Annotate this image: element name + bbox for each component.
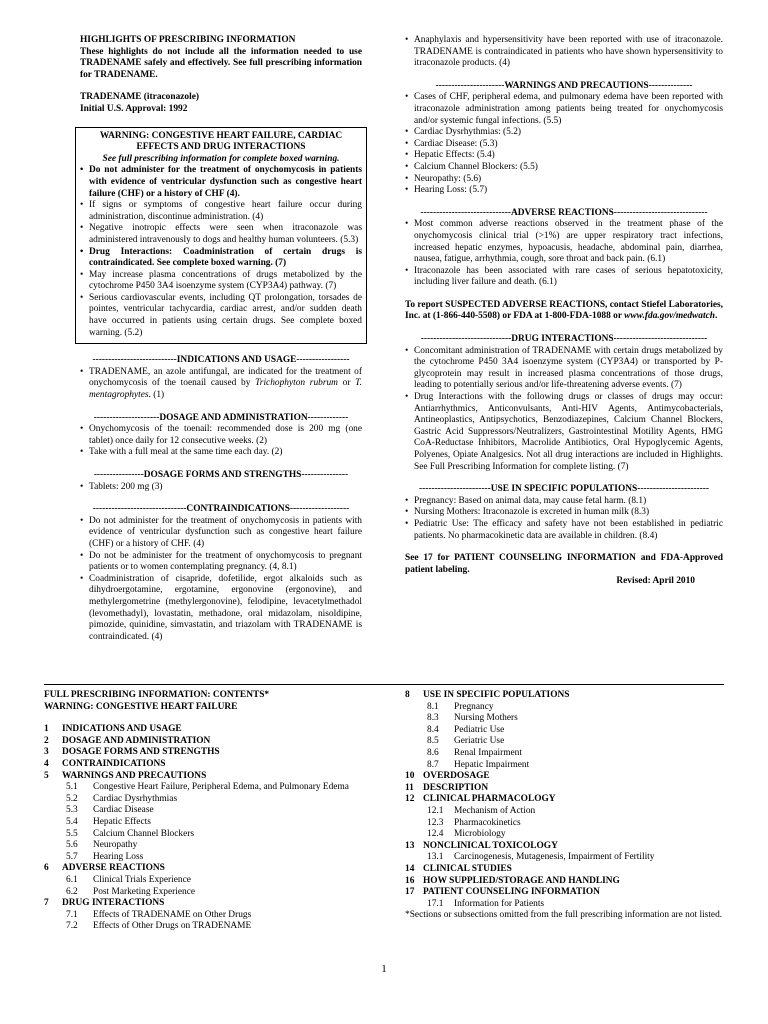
toc-section[interactable] (405, 794, 723, 806)
toc-subsection-title: Effects of Other Drugs on TRADENAME (93, 921, 252, 932)
adverse-report (405, 300, 723, 323)
toc-subsection[interactable] (405, 852, 723, 864)
boxed-warning-item: • Negative inotropic effects were seen when itraconazole was administered intravenously to dogs and healthy human volunteers. (5.3) (80, 223, 362, 246)
boxed-warning-item: • If signs or symptoms of congestive heart failure occur during administration, discontinue administration. (4) (80, 200, 362, 223)
populations-item: • Nursing Mothers: Itraconazole is excreted in human milk (8.3) (405, 507, 723, 519)
toc-section-number: 5 (44, 770, 49, 781)
adverse-report-text: To report SUSPECTED ADVERSE REACTIONS, contact Stiefel Laboratories, Inc. at (1-866-440-5508) or FDA at 1-800-FDA-1088 or (405, 299, 723, 322)
toc-subsection-title: Post Marketing Experience (93, 886, 196, 897)
toc-subsection-title: Renal Impairment (454, 747, 522, 758)
toc-subsection-title: Carcinogenesis, Mutagenesis, Impairment of Fertility (454, 852, 655, 863)
toc-section-title: INDICATIONS AND USAGE (62, 724, 182, 735)
contents-list-right (405, 690, 723, 910)
warnings-item: • Cardiac Disease: (5.3) (405, 139, 723, 151)
toc-subsection-number: 8.4 (427, 724, 439, 735)
boxed-warning-list (80, 165, 362, 339)
interactions-header: -----------------------------DRUG INTERACTIONS------------------------------ (420, 334, 708, 345)
toc-subsection[interactable] (44, 782, 384, 794)
dosage-forms-header: ----------------DOSAGE FORMS AND STRENGTHS--------------- (93, 470, 349, 480)
toc-section-title: HOW SUPPLIED/STORAGE AND HANDLING (423, 875, 620, 886)
contraindications-list-cont (405, 35, 723, 70)
boxed-warning (75, 127, 367, 345)
toc-subsection-title: Hearing Loss (93, 851, 144, 862)
indications-text-after: . (1) (148, 390, 165, 401)
boxed-warning-subtitle: See full prescribing information for complete boxed warning. (102, 153, 340, 164)
interactions-item: • Concomitant administration of TRADENAME with certain drugs metabolized by the cytochrome P450 3A4 isoenzyme system (CYP3A4) or transported by P-glycoprotein may result in increased plasma concentrations of those drugs, leading to potentially serious and/or life-threatening adverse events. (7) (405, 346, 723, 392)
toc-subsection[interactable] (405, 748, 723, 760)
toc-section-number: 10 (405, 771, 415, 782)
toc-section-title: DOSAGE FORMS AND STRENGTHS (62, 747, 220, 758)
toc-subsection-title: Cardiac Disease (93, 805, 154, 816)
toc-subsection-number: 5.2 (66, 793, 78, 804)
toc-section-title: DESCRIPTION (423, 782, 489, 793)
toc-subsection[interactable] (405, 760, 723, 772)
toc-section-number: 17 (405, 887, 415, 898)
toc-subsection-number: 5.4 (66, 816, 78, 827)
warnings-item: • Cases of CHF, peripheral edema, and pulmonary edema have been reported with itraconazole administration among patients being treated for onychomycosis and/or systemic fungal infections. (5.5) (405, 92, 723, 127)
toc-section-title: USE IN SPECIFIC POPULATIONS (423, 690, 570, 700)
toc-section-title: PATIENT COUNSELING INFORMATION (423, 887, 600, 898)
toc-subsection-number: 8.6 (427, 747, 439, 758)
toc-subsection-title: Mechanism of Action (454, 805, 536, 816)
toc-subsection[interactable] (44, 887, 384, 899)
highlights-left-column (80, 35, 362, 643)
toc-section-number: 14 (405, 863, 415, 874)
toc-section[interactable] (405, 783, 723, 795)
dosage-admin-list (80, 424, 362, 459)
boxed-warning-title: WARNING: CONGESTIVE HEART FAILURE, CARDIAC EFFECTS AND DRUG INTERACTIONS (99, 130, 343, 153)
toc-section[interactable] (405, 887, 723, 899)
toc-subsection-title: Congestive Heart Failure, Peripheral Edema, and Pulmonary Edema (93, 782, 349, 793)
organism-2: T. mentagrophytes (89, 378, 362, 401)
toc-section[interactable] (44, 747, 384, 759)
toc-section-number: 8 (405, 690, 410, 700)
toc-subsection-number: 13.1 (427, 852, 444, 863)
toc-subsection-title: Cardiac Dysrhythmias (93, 793, 178, 804)
toc-subsection-title: Neuropathy (93, 840, 138, 851)
warnings-item: • Cardiac Dysrhythmias: (5.2) (405, 127, 723, 139)
toc-section-number: 3 (44, 747, 49, 758)
toc-subsection[interactable] (405, 702, 723, 714)
contraindications-list (80, 516, 362, 644)
dosage-forms-item: • Tablets: 200 mg (3) (80, 482, 362, 494)
toc-subsection-number: 8.1 (427, 701, 439, 712)
populations-list (405, 496, 723, 542)
toc-subsection[interactable] (405, 806, 723, 818)
populations-item: • Pregnancy: Based on animal data, may cause fetal harm. (8.1) (405, 496, 723, 508)
toc-section-title: DOSAGE AND ADMINISTRATION (62, 735, 211, 746)
toc-section-number: 16 (405, 875, 415, 886)
contents-list-left (44, 724, 384, 933)
boxed-warning-item: • Serious cardiovascular events, including QT prolongation, torsades de pointes, ventricular tachycardia, cardiac arrest, and/or sudden death have occurred in patients using certain drugs. See complete boxed warning. (5.2) (80, 293, 362, 339)
toc-subsection[interactable] (44, 794, 384, 806)
highlights-right-column (405, 35, 723, 588)
toc-section-number: 6 (44, 863, 49, 874)
toc-section-title: WARNINGS AND PRECAUTIONS (62, 770, 207, 781)
toc-section[interactable] (44, 759, 384, 771)
toc-subsection-title: Microbiology (454, 829, 506, 840)
toc-section[interactable] (405, 690, 723, 702)
toc-section[interactable] (44, 736, 384, 748)
toc-subsection-number: 5.1 (66, 782, 78, 793)
toc-subsection[interactable] (44, 840, 384, 852)
medwatch-link[interactable]: www.fda.gov/medwatch (624, 311, 715, 322)
adverse-header: -----------------------------ADVERSE REACTIONS------------------------------ (420, 207, 708, 218)
toc-section-number: 12 (405, 794, 415, 805)
toc-subsection-title: Hepatic Effects (93, 816, 151, 827)
indications-text-mid: or (337, 378, 356, 389)
toc-subsection[interactable] (405, 899, 723, 911)
indications-list (80, 367, 362, 402)
toc-subsection-number: 8.3 (427, 713, 439, 724)
interactions-item: • Drug Interactions with the following drugs or classes of drugs may occur: Antiarrhythmics, Anticonvulsants, Anti-HIV Agents, Antimycobacterials, Antineoplastics, Antipsychotics, Benzodiazepines, Calcium Channel Blockers, Gastric Acid Suppressors/Neutralizers, Gastrointestinal Motility Agents, HMG CoA-Reductase Inhibitors, Macrolide Antibiotics, Oral Hypoglycemic Agents, Polyenes, Opiate Analgesics. Not all drug interactions are included in Highlights. See Full Prescribing Information for complete listing. (7) (405, 392, 723, 473)
toc-subsection-title: Information for Patients (454, 898, 545, 909)
dosage-forms-list (80, 482, 362, 494)
toc-subsection-number: 12.3 (427, 817, 444, 828)
contents-left-column (44, 690, 384, 933)
toc-subsection-number: 6.1 (66, 874, 78, 885)
toc-subsection[interactable] (405, 829, 723, 841)
contents-warning: WARNING: CONGESTIVE HEART FAILURE (44, 701, 238, 712)
populations-header: -----------------------USE IN SPECIFIC POPULATIONS----------------------- (418, 484, 710, 495)
toc-section-number: 13 (405, 840, 415, 851)
toc-subsection-number: 5.6 (66, 840, 78, 851)
toc-section[interactable] (405, 876, 723, 888)
toc-section[interactable] (44, 898, 384, 910)
toc-section[interactable] (44, 724, 384, 736)
toc-subsection-title: Clinical Trials Experience (93, 874, 191, 885)
toc-subsection-title: Pediatric Use (454, 724, 505, 735)
boxed-warning-item: • Do not administer for the treatment of onychomycosis in patients with evidence of ventricular dysfunction such as congestive heart failure (CHF) or a history of CHF (4). (80, 165, 362, 200)
toc-subsection-title: Calcium Channel Blockers (93, 828, 195, 839)
toc-section-title: DRUG INTERACTIONS (62, 898, 165, 909)
toc-subsection-number: 8.5 (427, 736, 439, 747)
toc-subsection-title: Hepatic Impairment (454, 759, 530, 770)
toc-section[interactable] (44, 863, 384, 875)
toc-subsection-number: 5.7 (66, 851, 78, 862)
dosage-admin-item: • Take with a full meal at the same time each day. (2) (80, 447, 362, 459)
approval-date: Initial U.S. Approval: 1992 (80, 103, 188, 114)
organism-1: Trichophyton rubrum (255, 378, 338, 389)
warnings-item: • Hearing Loss: (5.7) (405, 185, 723, 197)
toc-section-title: CLINICAL PHARMACOLOGY (423, 794, 556, 805)
warnings-item: • Hepatic Effects: (5.4) (405, 150, 723, 162)
dosage-admin-item: • Onychomycosis of the toenail: recommended dose is 200 mg (one tablet) once daily for 12 consecutive weeks. (2) (80, 424, 362, 447)
toc-section-title: OVERDOSAGE (423, 771, 490, 782)
adverse-list (405, 219, 723, 289)
toc-subsection[interactable] (44, 910, 384, 922)
toc-section[interactable] (44, 771, 384, 783)
boxed-warning-item: • May increase plasma concentrations of drugs metabolized by the cytochrome P450 3A4 isoenzyme system (CYP3A4) pathway. (7) (80, 270, 362, 293)
toc-section[interactable] (405, 864, 723, 876)
section-divider (44, 684, 724, 685)
toc-subsection-number: 5.5 (66, 828, 78, 839)
toc-subsection[interactable] (405, 725, 723, 737)
toc-subsection-title: Geriatric Use (454, 736, 505, 747)
toc-section-number: 1 (44, 724, 49, 735)
indications-header: ---------------------------INDICATIONS AND USAGE----------------- (92, 355, 350, 366)
highlights-disclaimer: These highlights do not include all the information needed to use TRADENAME safely and effectively. See full prescribing information for TRADENAME. (80, 46, 362, 80)
toc-subsection-number: 7.1 (66, 909, 78, 920)
toc-subsection[interactable] (44, 852, 384, 864)
toc-section-title: NONCLINICAL TOXICOLOGY (423, 840, 558, 851)
contents-footnote: *Sections or subsections omitted from the full prescribing information are not listed. (405, 910, 723, 921)
toc-subsection-number: 7.2 (66, 921, 78, 932)
toc-section-title: CONTRAINDICATIONS (62, 758, 166, 769)
toc-section[interactable] (405, 771, 723, 783)
toc-subsection-title: Pregnancy (454, 701, 494, 712)
boxed-warning-item: • Drug Interactions: Coadministration of certain drugs is contraindicated. See complete boxed warning. (7) (80, 247, 362, 270)
toc-subsection[interactable] (44, 875, 384, 887)
interactions-list (405, 346, 723, 474)
toc-subsection-number: 5.3 (66, 805, 78, 816)
toc-subsection-number: 17.1 (427, 898, 444, 909)
toc-subsection[interactable] (405, 713, 723, 725)
contraindications-item: • Do not be administer for the treatment of onychomycosis to pregnant patients or to women contemplating pregnancy. (4, 8.1) (80, 551, 362, 574)
drug-name: TRADENAME (itraconazole) (80, 92, 199, 103)
toc-subsection-number: 12.4 (427, 829, 444, 840)
toc-subsection[interactable] (44, 829, 384, 841)
highlights-title: HIGHLIGHTS OF PRESCRIBING INFORMATION (80, 35, 296, 45)
adverse-item: • Itraconazole has been associated with rare cases of serious hepatotoxicity, including liver failure and death. (6.1) (405, 266, 723, 289)
toc-subsection[interactable] (405, 736, 723, 748)
toc-subsection-number: 6.2 (66, 886, 78, 897)
toc-subsection-number: 8.7 (427, 759, 439, 770)
dosage-admin-header: ---------------------DOSAGE AND ADMINISTRATION------------- (93, 412, 349, 423)
contraindications-header: ------------------------------CONTRAINDICATIONS------------------- (92, 504, 350, 515)
toc-section-title: ADVERSE REACTIONS (62, 863, 165, 874)
toc-subsection-title: Pharmacokinetics (454, 817, 521, 828)
toc-subsection-title: Nursing Mothers (454, 713, 518, 724)
populations-item: • Pediatric Use: The efficacy and safety have not been established in pediatric patients. No pharmacokinetic data are available in children. (8.4) (405, 519, 723, 542)
toc-subsection-number: 12.1 (427, 805, 444, 816)
contents-title: FULL PRESCRIBING INFORMATION: CONTENTS* (44, 690, 270, 700)
indications-item (80, 367, 362, 402)
warnings-header: ----------------------WARNINGS AND PRECAUTIONS-------------- (435, 80, 693, 91)
toc-subsection[interactable] (44, 817, 384, 829)
contraindications-item: • Anaphylaxis and hypersensitivity have been reported with use of itraconazole. TRADENAME is contraindicated in patients who have shown hypersensitivity to itraconazole products. (4) (405, 35, 723, 70)
warnings-list (405, 92, 723, 196)
toc-subsection-title: Effects of TRADENAME on Other Drugs (93, 909, 252, 920)
revised-date: Revised: April 2010 (616, 576, 695, 587)
indications-text-before: TRADENAME, an azole antifungal, are indicated for the treatment of onychomycosis of the toenail caused by (89, 366, 362, 389)
warnings-item: • Neuropathy: (5.6) (405, 174, 723, 186)
toc-section-number: 11 (405, 782, 414, 793)
toc-section-title: CLINICAL STUDIES (423, 863, 512, 874)
toc-section-number: 7 (44, 898, 49, 909)
counseling-note: See 17 for PATIENT COUNSELING INFORMATION and FDA-Approved patient labeling. (405, 553, 723, 575)
toc-subsection[interactable] (44, 805, 384, 817)
warnings-item: • Calcium Channel Blockers: (5.5) (405, 162, 723, 174)
toc-section-number: 2 (44, 735, 49, 746)
adverse-item: • Most common adverse reactions observed in the treatment phase of the onychomycosis clinical trial (>1%) are upper respiratory tract infections, increased hepatic enzymes, hypoacusis, headache, abdominal pain, diarrhea, nausea, fatigue, arrhythmia, cough, sore throat and back pain. (6.1) (405, 219, 723, 265)
contents-right-column (405, 690, 723, 922)
toc-section-number: 4 (44, 758, 49, 769)
contraindications-item: • Do not administer for the treatment of onychomycosis in patients with evidence of ventricular dysfunction such as congestive heart failure (CHF) or a history of CHF. (4) (80, 516, 362, 551)
toc-subsection[interactable] (44, 921, 384, 933)
adverse-report-end: . (714, 311, 718, 322)
contraindications-item: • Coadministration of cisapride, dofetilide, ergot alkaloids such as dihydroergotamine, ergotamine, ergonovine (ergonovine), and methylergometrine (methylergonovine), felodipine, levacetylmethadol (levomethadyl), lovastatin, methadone, oral midazolam, nisoldipine, pimozide, quinidine, simvastatin, and triazolam with TRADENAME is contraindicated. (4) (80, 574, 362, 644)
toc-subsection[interactable] (405, 818, 723, 830)
toc-section[interactable] (405, 841, 723, 853)
page-number: 1 (381, 963, 387, 975)
